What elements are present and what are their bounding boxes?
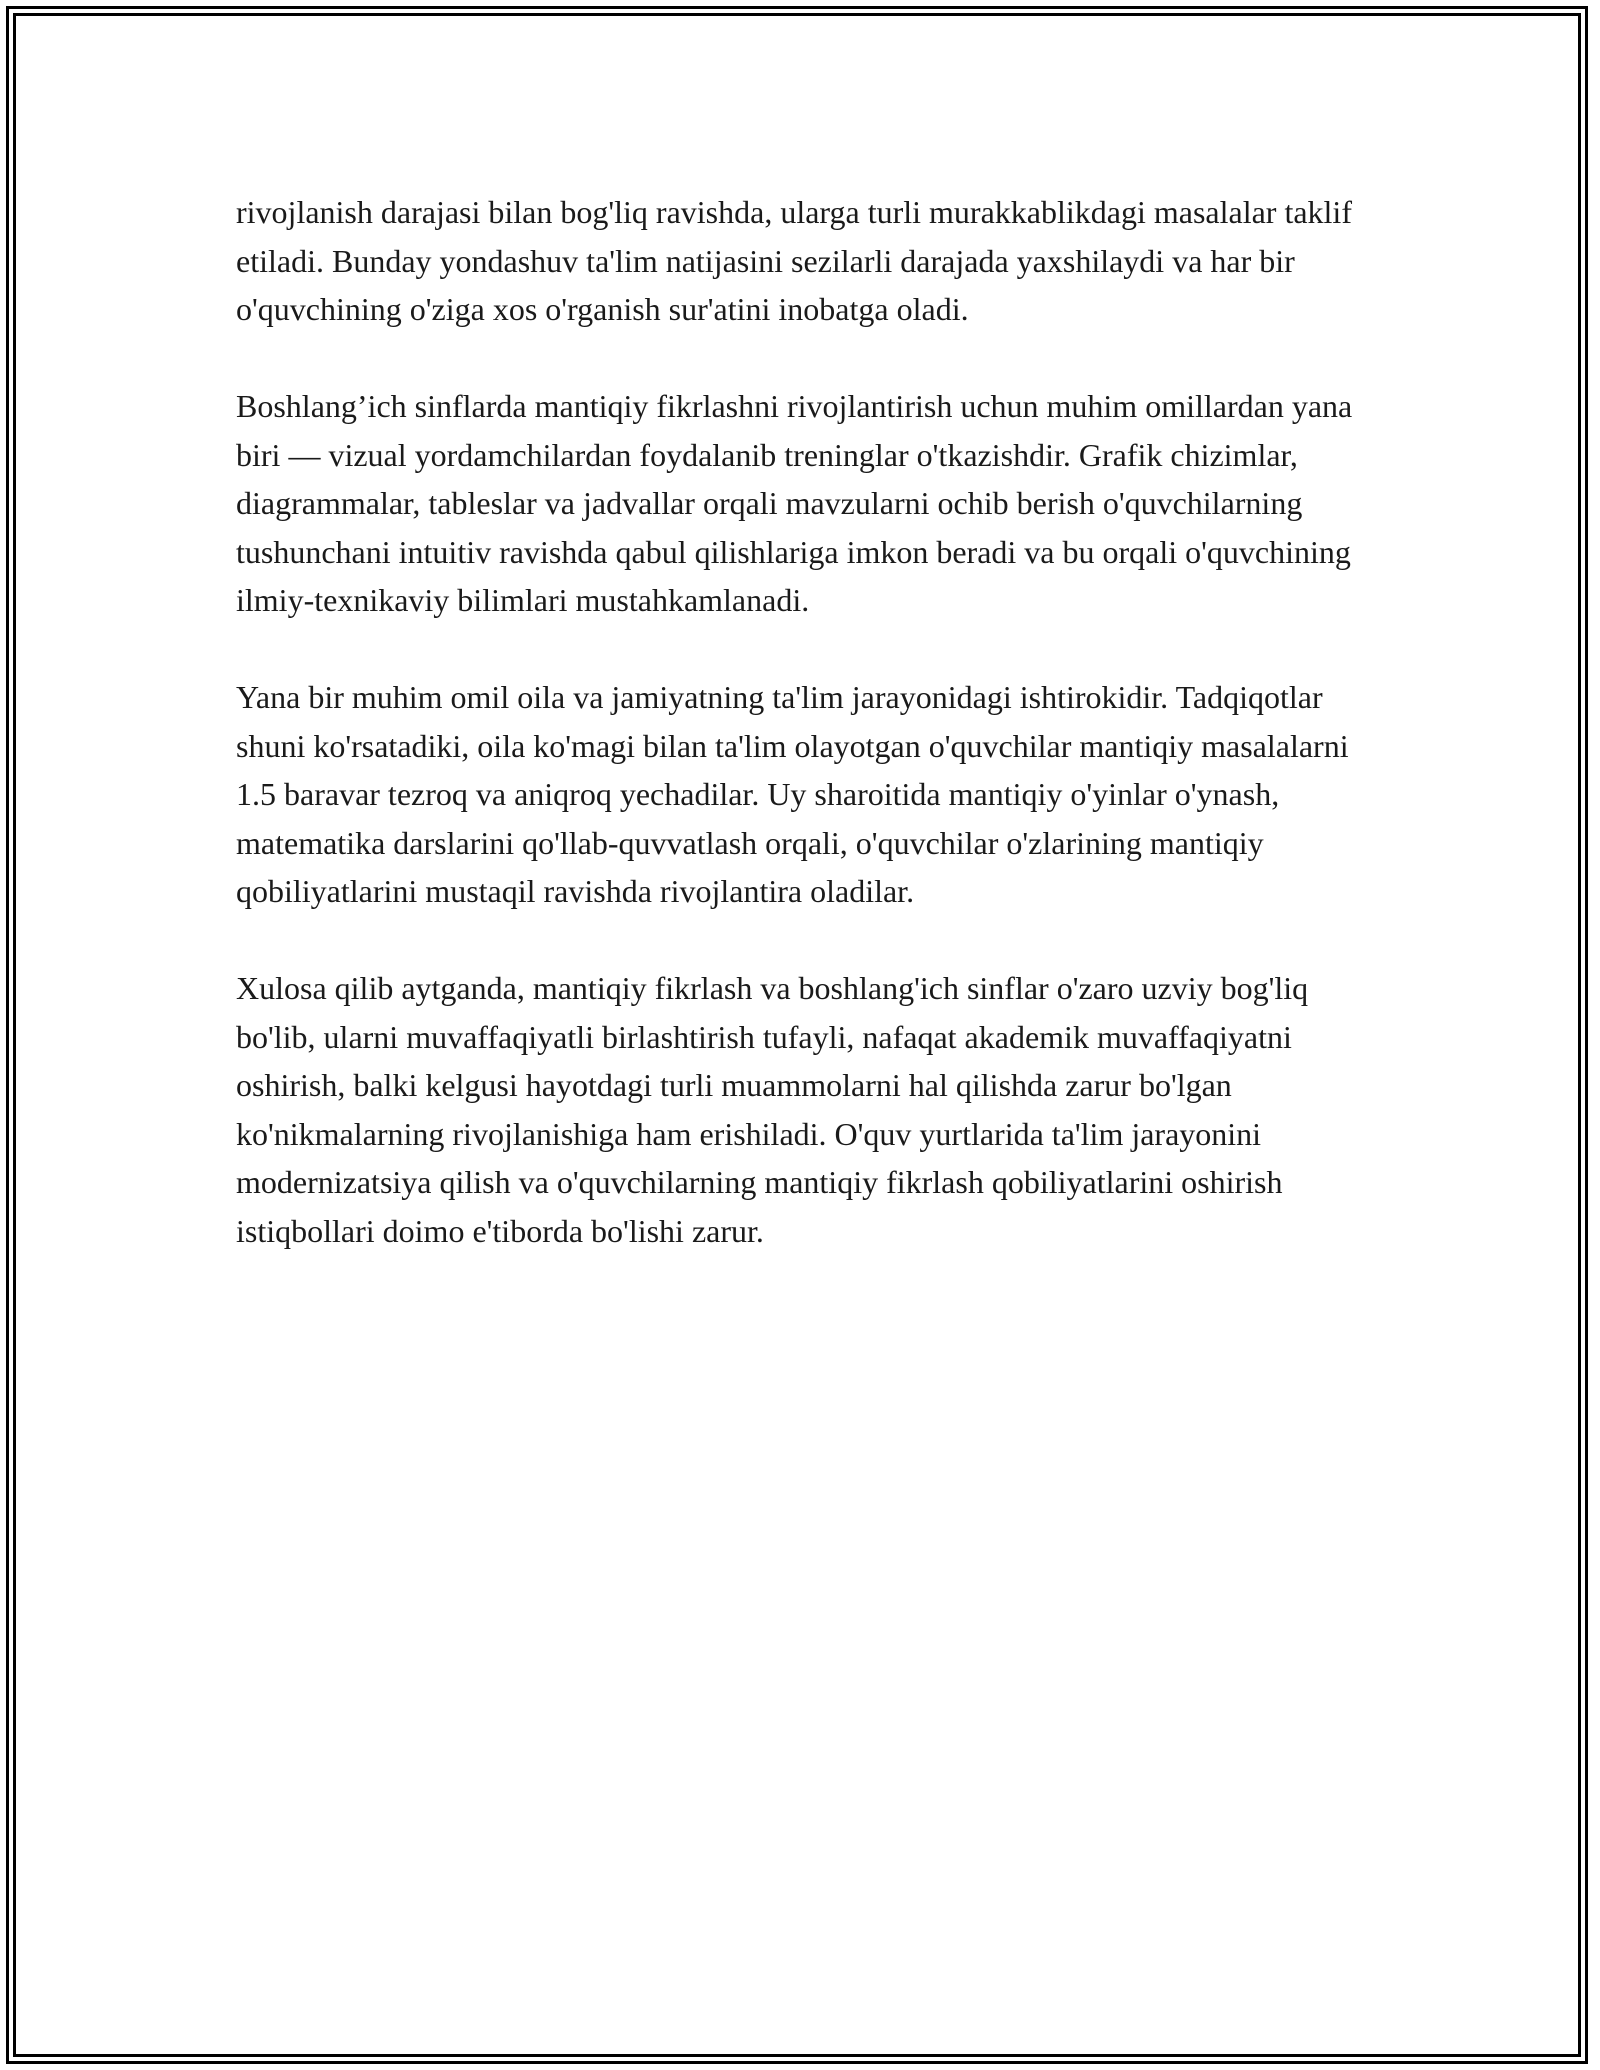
paragraph-1: rivojlanish darajasi bilan bog'liq ravishda, ularga turli murakkablikdagi masalalar taklif etiladi. Bunday yondashuv ta'lim natijasini sezilarli darajada yaxshilaydi va har bir o'quvchining o'ziga xos o'rganish sur'atini inobatga oladi. — [236, 194, 1352, 327]
paragraph-3: Yana bir muhim omil oila va jamiyatning ta'lim jarayonidagi ishtirokidir. Tadqiqotlar shuni ko'rsatadiki, oila ko'magi bilan ta'lim olayotgan o'quvchilar mantiqiy masalalarni 1.5 baravar tezroq va aniqroq yechadilar. Uy sharoitida mantiqiy o'yinlar o'ynash, matematika darslarini qo'llab-quvvatlash orqali, o'quvchilar o'zlarining mantiqiy qobiliyatlarini mustaqil ravishda rivojlantira oladilar. — [236, 679, 1349, 909]
document-body — [236, 188, 1366, 1255]
paragraph-2: Boshlang’ich sinflarda mantiqiy fikrlashni rivojlantirish uchun muhim omillardan yana biri — vizual yordamchilardan foydalanib treninglar o'tkazishdir. Grafik chizimlar, diagrammalar, tableslar va jadvallar orqali mavzularni ochib berish o'quvchilarning tushunchani intuitiv ravishda qabul qilishlariga imkon beradi va bu orqali o'quvchining ilmiy-texnikaviy bilimlari mustahkamlanadi. — [236, 388, 1353, 618]
paragraph-4: Xulosa qilib aytganda, mantiqiy fikrlash va boshlang'ich sinflar o'zaro uzviy bog'liq bo'lib, ularni muvaffaqiyatli birlashtirish tufayli, nafaqat akademik muvaffaqiyatni oshirish, balki kelgusi hayotdagi turli muammolarni hal qilishda zarur bo'lgan ko'nikmalarning rivojlanishiga ham erishiladi. O'quv yurtlarida ta'lim jarayonini modernizatsiya qilish va o'quvchilarning mantiqiy fikrlash qobiliyatlarini oshirish istiqbollari doimo e'tiborda bo'lishi zarur. — [236, 970, 1309, 1249]
